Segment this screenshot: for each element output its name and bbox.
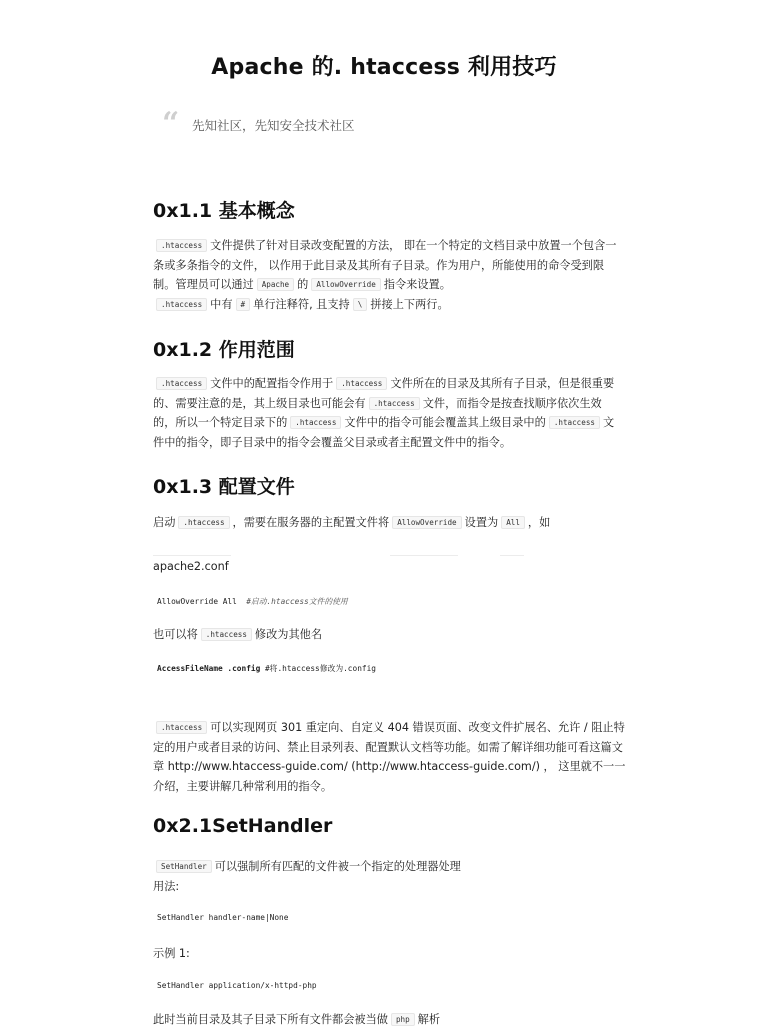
- inline-code: .htaccess: [201, 628, 252, 641]
- divider: [500, 555, 524, 556]
- text-span: 也可以将: [153, 628, 198, 641]
- text-line: [153, 1010, 613, 1030]
- usage-label: 用法:: [153, 880, 180, 893]
- text-span: 可以强制所有匹配的文件被一个指定的处理器处理: [214, 860, 461, 873]
- text-line: [153, 718, 625, 738]
- code-block-allowoverride: [157, 596, 348, 607]
- text-span: 的，所以一个特定目录下的: [153, 416, 288, 429]
- text-span: 介绍，主要讲解几种常利用的指令。: [153, 779, 333, 793]
- code-text: AccessFileName .config: [157, 664, 261, 673]
- text-line: [153, 757, 626, 777]
- heading-scope: 0x1.2 作用范围: [153, 339, 295, 361]
- text-span: 可以实现网页 301 重定向、自定义 404 错误页面、改变文件扩展名、允许 / 阻止特: [210, 721, 625, 734]
- inline-code: .htaccess: [336, 377, 387, 390]
- text-line: [153, 374, 613, 394]
- code-comment: #启动.htaccess文件的使用: [246, 597, 348, 606]
- inline-code: .htaccess: [156, 377, 207, 390]
- text-line: [153, 236, 617, 256]
- text-line: [153, 777, 613, 797]
- text-span: 文件，而指令是按查找顺序依次生效: [422, 396, 602, 410]
- quote-mark-icon: “: [162, 106, 180, 141]
- text-line: [153, 513, 613, 533]
- text-span: 指令来设置。: [383, 278, 451, 291]
- config-filename: apache2.conf: [153, 560, 229, 573]
- text-span: 文件中的配置指令作用于: [210, 377, 334, 390]
- code-block-usage: SetHandler handler-name|None: [157, 913, 289, 922]
- text-span: 解析: [417, 1013, 441, 1026]
- inline-code: php: [391, 1013, 415, 1026]
- paragraph-rename: [153, 625, 613, 645]
- code-comment: #将.htaccess修改为.config: [264, 664, 376, 673]
- text-span: 制。管理员可以通过: [153, 278, 254, 291]
- text-span: 单行注释符, 且支持: [253, 297, 350, 311]
- paragraph-sethandler: [153, 857, 613, 877]
- divider: [153, 555, 231, 556]
- inline-code: .htaccess: [156, 298, 207, 311]
- quote-text: 先知社区，先知安全技术社区: [192, 118, 355, 133]
- inline-code: .htaccess: [178, 516, 229, 529]
- text-line: [153, 394, 613, 414]
- inline-code: AllowOverride: [392, 516, 461, 529]
- text-span: 启动: [153, 516, 176, 529]
- text-line: [153, 256, 613, 276]
- text-span: ，如: [527, 516, 551, 529]
- text-span: 条或多条指令的文件， 以作用于此目录及其所有子目录。作为用户，所能使用的命令受到限: [153, 258, 605, 272]
- paragraph-php-parse: [153, 1010, 613, 1030]
- heading-config-file: 0x1.3 配置文件: [153, 476, 295, 498]
- divider: [390, 555, 458, 556]
- text-span: 文件所在的目录及其所有子目录，但是很重要: [390, 377, 615, 390]
- inline-code: .htaccess: [549, 416, 600, 429]
- paragraph-capabilities: [153, 718, 626, 796]
- text-span: 的: [297, 278, 309, 291]
- paragraph-basic-concepts: [153, 236, 617, 314]
- text-span: 定的用户或者目录的访问、禁止目录列表、配置默认文档等功能。如需了解详细功能可看这篇文: [153, 740, 623, 754]
- page-title: Apache 的. htaccess 利用技巧: [211, 55, 557, 80]
- text-line: [153, 857, 613, 877]
- text-span: 修改为其他名: [254, 628, 323, 641]
- guide-link-text[interactable]: 章 http://www.htaccess-guide.com/ (http://www.htaccess-guide.com/) ， 这里就不一一: [153, 760, 626, 773]
- text-line: [153, 433, 613, 453]
- inline-code: Apache: [257, 278, 294, 291]
- text-line: [153, 413, 613, 433]
- inline-code: \: [353, 298, 368, 311]
- paragraph-scope: [153, 374, 613, 452]
- text-span: 件中的指令，即子目录中的指令会覆盖父目录或者主配置文件中的指令。: [153, 435, 512, 449]
- code-block-accessfilename: [157, 663, 376, 674]
- inline-code: SetHandler: [156, 860, 212, 873]
- inline-code: .htaccess: [369, 397, 420, 410]
- inline-code: .htaccess: [156, 239, 207, 252]
- paragraph-config-file: [153, 513, 613, 533]
- text-span: 文件提供了针对目录改变配置的方法， 即在一个特定的文档目录中放置一个包含一: [210, 239, 617, 252]
- heading-sethandler: 0x2.1SetHandler: [153, 815, 333, 837]
- inline-code: .htaccess: [156, 721, 207, 734]
- text-line: [153, 275, 613, 295]
- code-text: AllowOverride All: [157, 597, 237, 606]
- text-span: 拼接上下两行。: [370, 297, 449, 311]
- text-span: 设置为: [464, 516, 499, 529]
- heading-basic-concepts: 0x1.1 基本概念: [153, 200, 295, 222]
- text-line: [153, 738, 623, 758]
- text-span: 此时当前目录及其子目录下所有文件都会被当做: [153, 1013, 388, 1026]
- text-span: 的、需要注意的是，其上级目录也可能会有: [153, 396, 366, 410]
- inline-code: AllowOverride: [311, 278, 380, 291]
- text-line: [153, 295, 613, 315]
- text-span: ，需要在服务器的主配置文件将: [232, 516, 390, 529]
- code-block-example: SetHandler application/x-httpd-php: [157, 981, 317, 990]
- inline-code: All: [501, 516, 525, 529]
- text-span: 中有: [210, 297, 233, 311]
- text-line: [153, 625, 613, 645]
- text-span: 文件中的指令可能会覆盖其上级目录中的: [344, 416, 546, 429]
- text-span: 文: [602, 416, 615, 429]
- example-label: 示例 1:: [153, 947, 190, 960]
- inline-code: .htaccess: [290, 416, 341, 429]
- inline-code: #: [236, 298, 251, 311]
